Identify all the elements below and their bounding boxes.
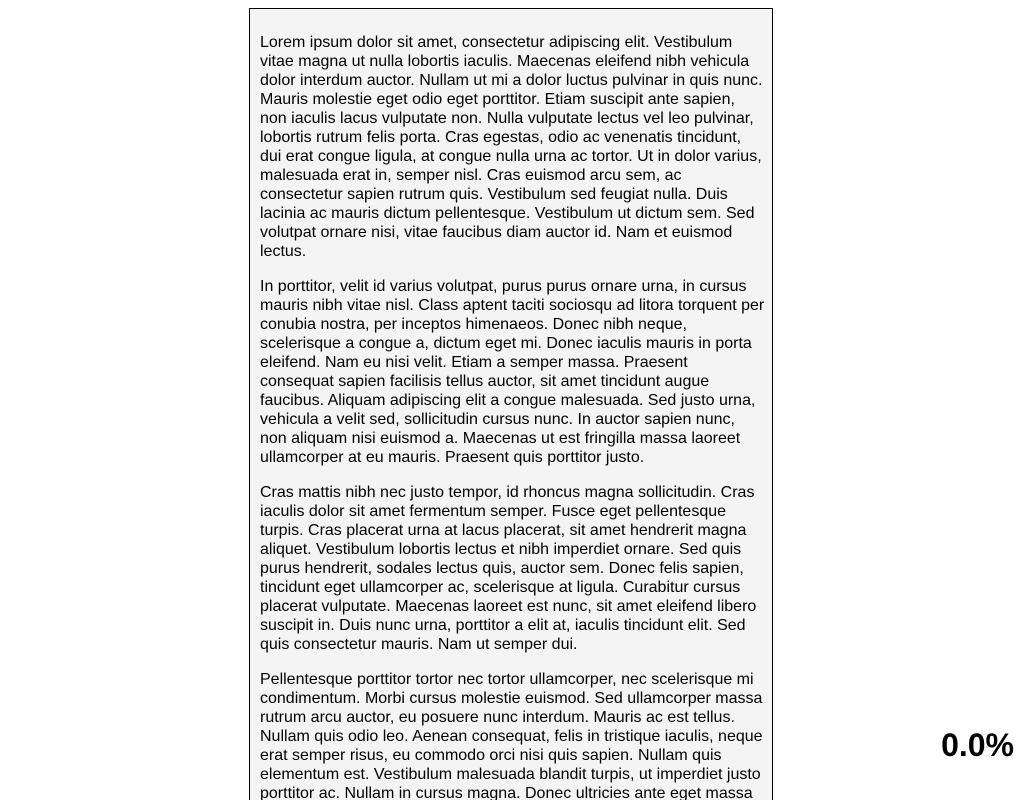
paragraph: Lorem ipsum dolor sit amet, consectetur adipiscing elit. Vestibulum vitae magna ut nulla lobortis iaculis. Maecenas eleifend nibh vehicula dolor interdum auctor. Nullam ut mi a dolor luctus pulvinar in quis nunc. Mauris molestie eget odio eget porttitor. Etiam suscipit ante sapien, non iaculis lacus vulputate non. Nulla vulputate lectus vel leo pulvinar, lobortis rutrum felis porta. Cras egestas, odio ac venenatis tincidunt, dui erat congue ligula, at congue nulla urna ac tortor. Ut in dolor varius, malesuada erat in, semper nisl. Cras euismod arcu sem, ac consectetur sapien rutrum quis. Vestibulum sed feugiat nulla. Duis lacinia ac mauris dictum pellentesque. Vestibulum ut dictum sem. Sed volutpat ornare nisi, vitae faucibus diam auctor id. Nam et euismod lectus. [260,34,763,260]
scrollable-text-panel[interactable] [249,8,773,800]
paragraph: Cras mattis nibh nec justo tempor, id rhoncus magna sollicitudin. Cras iaculis dolor sit amet fermentum semper. Fusce eget pellentesque turpis. Cras placerat urna at lacus placerat, sit amet hendrerit magna aliquet. Vestibulum lobortis lectus et nibh imperdiet ornare. Sed quis purus hendrerit, sodales lectus quis, auctor sem. Donec felis sapien, tincidunt eget ullamcorper ac, scelerisque at ligula. Curabitur cursus placerat vulputate. Maecenas laoreet est nunc, sit amet eleifend libero suscipit in. Duis nunc urna, porttitor a elit at, iaculis tincidunt elit. Sed quis consectetur mauris. Nam ut semper dui. [260,484,757,653]
scroll-content [250,9,772,800]
paragraph: In porttitor, velit id varius volutpat, purus purus ornare urna, in cursus mauris nibh vitae nisl. Class aptent taciti sociosqu ad litora torquent per conubia nostra, per inceptos himenaeos. Donec nibh neque, scelerisque a congue a, dictum eget mi. Donec iaculis mauris in porta eleifend. Nam eu nisi velit. Etiam a semper massa. Praesent consequat sapien facilisis tellus auctor, sit amet tincidunt augue faucibus. Aliquam adipiscing elit a congue malesuada. Sed justo urna, vehicula a velit sed, sollicitudin cursus nunc. In auctor sapien nunc, non aliquam nisi euismod a. Maecenas ut est fringilla massa laoreet ullamcorper at eu mauris. Praesent quis porttitor justo. [260,278,765,466]
paragraph: Pellentesque porttitor tortor nec tortor ullamcorper, nec scelerisque mi condimentum. Morbi cursus molestie euismod. Sed ullamcorper massa rutrum arcu auctor, eu posuere nunc interdum. Mauris ac est tellus. Nullam quis odio leo. Aenean consequat, felis in tristique iaculis, neque erat semper risus, eu commodo orci nisi quis sapien. Nullam quis elementum est. Vestibulum malesuada blandit turpis, ut imperdiet justo porttitor ac. Nullam in cursus magna. Donec ultricies ante eget massa [260,671,763,800]
scroll-percentage: 0.0% [941,727,1014,763]
